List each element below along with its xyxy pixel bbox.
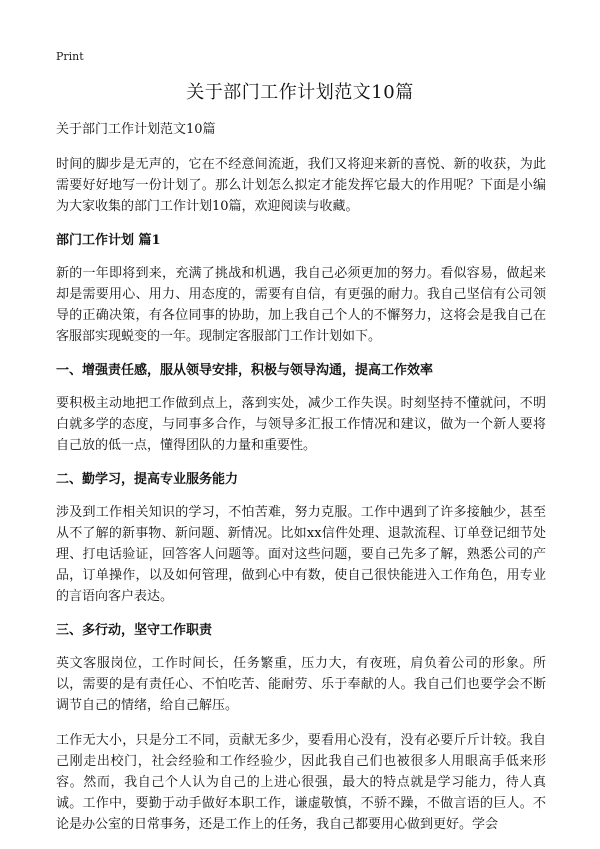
paragraph-1: 要积极主动地把工作做到点上，落到实处，减少工作失误。时刻坚持不懂就问，不明白就多学的态度，与同事多合作，与领导多汇报工作情况和建议，做为一个新人要将自己放的低一点，懂得团队的力量和重要性。 [56, 396, 546, 453]
section-paragraph: 新的一年即将到来，充满了挑战和机遇，我自己必须更加的努力。看似容易，做起来却是需要用心、用力、用态度的，需要有自信，有更强的耐力。我自己坚信有公司领导的正确决策，有各位同事的协助，加上我自己个人的不懈努力，这将会是我自己在客服部实现蜕变的一年。现制定客服部门工作计划如下。 [56, 266, 546, 344]
page-title: 关于部门工作计划范文10篇 [186, 82, 414, 103]
heading-2: 二、勤学习，提高专业服务能力 [56, 472, 239, 487]
document-body [56, 120, 546, 849]
paragraph-2: 涉及到工作相关知识的学习，不怕苦难，努力克服。工作中遇到了许多接触少，甚至从不了解的新事物、新问题、新情况。比如xx信件处理、退款流程、订单登记细节处理、打电话验证，回答客人问题等。面对这些问题，要自己先多了解，熟悉公司的产品，订单操作，以及如何管理，做到心中有数，使自己很快能进入工作角色，用专业的言语向客户表达。 [56, 505, 546, 604]
section-title: 部门工作计划 篇1 [56, 233, 161, 248]
print-label: Print [56, 50, 84, 63]
heading-1: 一、增强责任感，服从领导安排，积极与领导沟通，提高工作效率 [56, 363, 434, 378]
paragraph-3a: 英文客服岗位，工作时间长，任务繁重，压力大，有夜班，肩负着公司的形象。所以，需要的是有责任心、不怕吃苦、能耐劳、乐于奉献的人。我自己们也要学会不断调节自己的情绪，给自己解压。 [56, 656, 546, 713]
paragraph-3b: 工作无大小，只是分工不同，贡献无多少，要看用心没有，没有必要斤斤计较。我自己刚走出校门，社会经验和工作经验少，因此我自己们也被很多人用眼高手低来形容。然而，我自己个人认为自己的上进心很强，最大的特点就是学习能力，待人真诚。工作中，要勤于动手做好本职工作，谦虚敬慎，不骄不躁，不做言语的巨人。不论是办公室的日常事务，还是工作上的任务，我自己都要用心做到更好。学会 [56, 733, 546, 832]
subtitle: 关于部门工作计划范文10篇 [56, 122, 216, 137]
heading-3: 三、多行动，坚守工作职责 [56, 623, 213, 638]
intro-paragraph: 时间的脚步是无声的，它在不经意间流逝，我们又将迎来新的喜悦、新的收获，为此需要好好地写一份计划了。那么计划怎么拟定才能发挥它最大的作用呢？下面是小编为大家收集的部门工作计划10篇，欢迎阅读与收藏。 [56, 157, 546, 214]
